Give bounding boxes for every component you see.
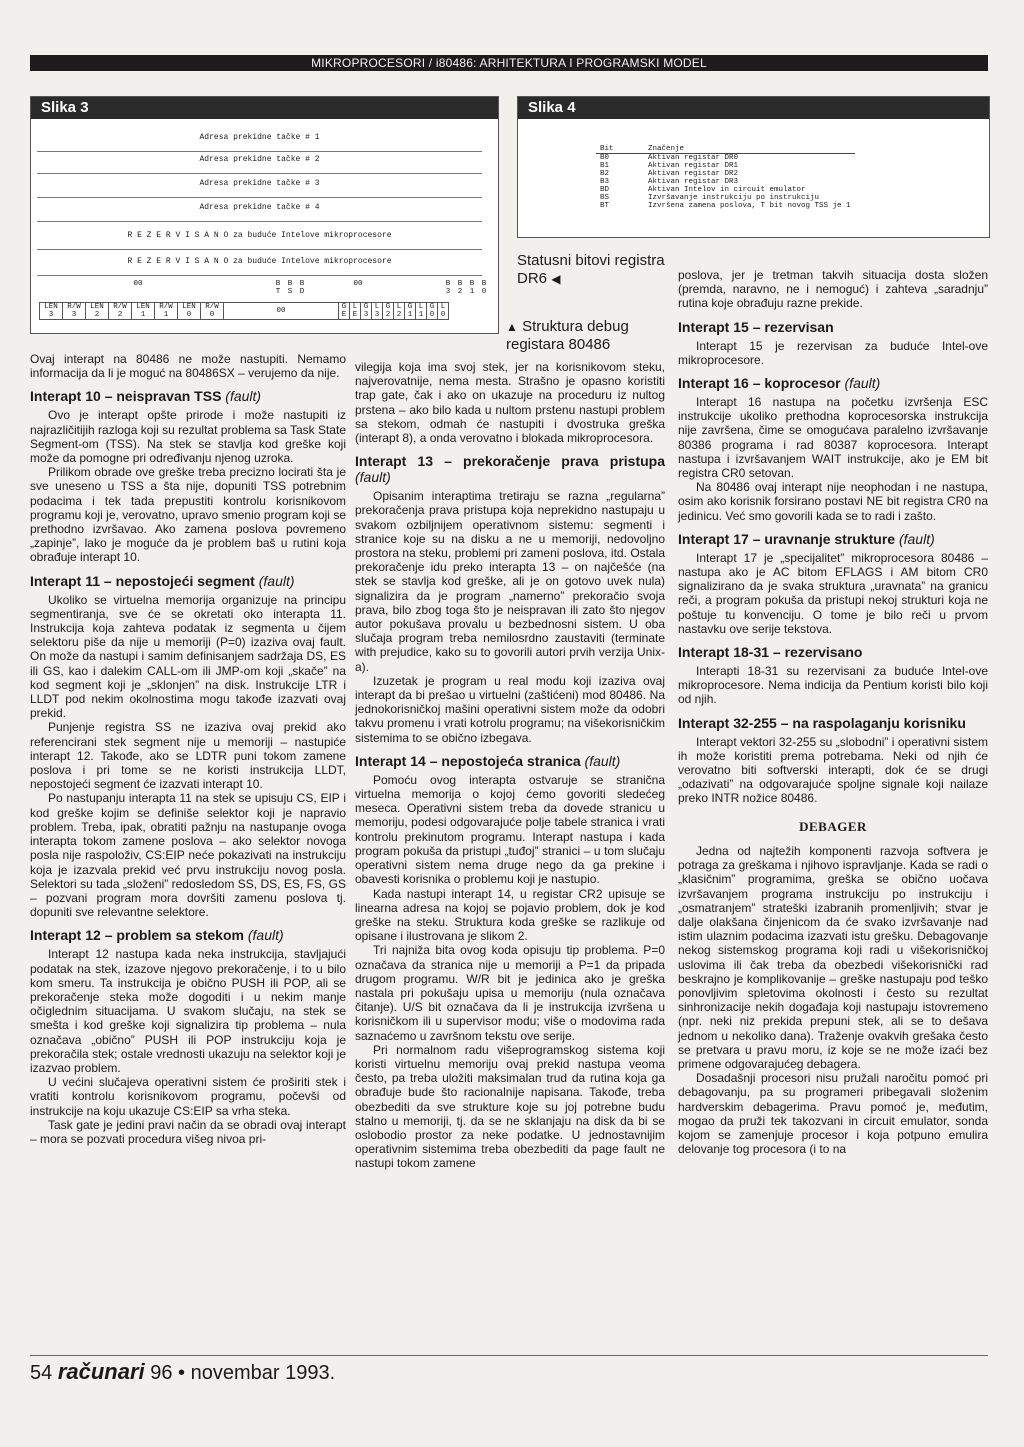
figure-4-row (596, 162, 855, 170)
figure-3-reg-cell: G E (339, 303, 350, 320)
heading-fault: (fault) (355, 469, 391, 486)
figure-3-reg-cell: G 2 (383, 303, 394, 320)
heading-text: Interapt 10 – neispravan TSS (30, 388, 222, 405)
figure-3-bit-cell: B S (287, 280, 293, 296)
caption-struktura-debug: ▲ Struktura debug registara 80486 (506, 318, 629, 353)
bit-meaning: Izvršavanje instrukciju po instrukciju (648, 194, 820, 202)
figure-3-row: Adresa prekidne tačke # 4 (37, 203, 482, 222)
section-heading (30, 388, 346, 404)
paragraph: Punjenje registra SS ne izaziva ovaj prekid ako referencirani stek segment nije u memoriji – nastupiće interapt 12. Takođe, ako se LDTR puni tokom zamene poslova i pri tome se ne koristi instrukcija LLDT, nepostojeći segment će izazvati interapt 10. (30, 720, 346, 792)
arrow-icon: ◀ (551, 272, 561, 286)
paragraph: Prilikom obrade ove greške treba precizno locirati šta je sve uneseno u TSS a šta nije, dopuniti TSS potrebnim podacima i tek tada prepustiti kontrolu korisnikovom programu koji je, verovatno, upravo smenio program koji se prethodno izvršavao. Ako zamena poslova povremeno „zapinje”, lako je moguće da je problem baš u rutini koja obrađuje interapt 10. (30, 465, 346, 565)
bit-meaning: Aktivan Intelov in circuit emulator (648, 186, 806, 194)
figure-3-bit-cell: B T (275, 280, 281, 296)
figure-3-reg-cell: LEN 3 (40, 303, 63, 320)
figure-3-reg-cell: R/W 2 (109, 303, 132, 320)
bit-name: B0 (600, 154, 610, 162)
issue-number: 96 (150, 1362, 173, 1384)
figure-3 (30, 96, 499, 334)
heading-fault: (fault) (258, 572, 295, 589)
paragraph: Pri normalnom radu višeprogramskog sistema koji koristi virtuelnu memoriju ovaj prekid nastupa veoma često, pa treba uložiti maksimalan trud da rutina koja ga obrađuje bude što racionalnije napisana. Takođe, treba obezbediti da sve strukture koje su joj potrebne budu stalno u memoriji, tj. da se ne sklanjaju na disk da bi se oslobodio prostor za neke podatke. U jednostavnijim operativnim sistemima treba obezbediti da page fault ne nastupi tokom zamene (355, 1042, 665, 1171)
paragraph: Ovaj interapt na 80486 ne može nastupiti. Nemamo informacija da li je moguć na 80486SX – verujemo da nije. (30, 352, 346, 381)
figure-3-reg-cell: R/W 0 (201, 303, 224, 320)
column-3 (678, 268, 988, 1156)
heading-text: Interapt 15 – rezervisan (678, 318, 834, 335)
heading-text: Interapt 32-255 – na raspolaganju korisniku (678, 714, 966, 731)
figure-3-reg-cell: G 3 (361, 303, 372, 320)
page-footer (30, 1360, 335, 1385)
paragraph: Opisanim interaptima tretiraju se razna „regularna” prekoračenja prava pristupa koja neprekidno nastupaju u svakom ozbiljnijem operativnom sistemu: segmenti i stranice koje su na disku a ne u memoriji, nedovoljno prostora na steku, problemi pri zameni poslova, itd. Ostala prekoračenje idu preko interapta 13 – on najčešće (na stek se stavlja kod greške, ali je on gotovo uvek nula) signalizira da je program „namerno” prekoračio svoja prava, bilo zbog toga što je neispravan ili zato što njegov autor pokušava provalu u bezbednosni sistem. U oba slučaja program treba nemilosrdno zaustaviti (terminate with prejudice, kako su to govorili autori prvih verzija Unix-a). (355, 489, 665, 674)
figure-3-reg-cell: 00 (224, 303, 339, 320)
bit-name: BT (600, 202, 610, 210)
figure-3-bit-cell: 00 (133, 280, 143, 288)
figure-3-row: R E Z E R V I S A N O za buduće Intelove mikroprocesore (37, 257, 482, 276)
figure-3-reg-cell: L E (350, 303, 361, 320)
heading-text: Interapt 11 – nepostojeći segment (30, 572, 255, 589)
paragraph: vilegija koja ima svoj stek, jer na korisnikovom steku, najverovatnije, nema mesta. Strašno je opasno koristiti trap gate, čak i ako on ukazuje na proceduru iz nultog prstena – ako bilo kada u nultom prstenu nastupi problem sa stekom, odmah će nastupiti i dvostruka greška (interapt 8), a onda verovatno i blokada mikroprocesora. (355, 360, 665, 446)
figure-3-reg-cell: R/W 3 (63, 303, 86, 320)
bit-meaning: Aktivan registar DR0 (648, 154, 739, 162)
heading-fault: (fault) (225, 388, 262, 405)
figure-4-row (596, 178, 855, 186)
bit-name: B2 (600, 170, 610, 178)
figure-3-row: R E Z E R V I S A N O za buduće Intelove mikroprocesore (37, 231, 482, 250)
bit-name: B3 (600, 178, 610, 186)
issue-date: novembar 1993. (190, 1362, 336, 1384)
paragraph: Task gate je jedini pravi način da se obradi ovaj interapt – mora se pozvati procedura višeg nivoa pri- (30, 1117, 346, 1146)
paragraph: Interapt 16 nastupa na početku izvršenja ESC instrukcije ukoliko prethodna koprocesorska instrukcija nije završena, čime se omogućava paralelno izvršavanje 80386 programa i rad 80387 koprocesora. Interapt nastupa i izvršavanjem WAIT instrukcije, ako je EM bit registra CR0 setovan. (678, 395, 988, 481)
figure-3-reg-cell: LEN 1 (132, 303, 155, 320)
figure-4-row (596, 202, 855, 210)
figure-3-bit-row (39, 280, 487, 300)
paragraph: Interapt 15 je rezervisan za buduće Intel-ove mikroprocesore. (678, 338, 988, 367)
paragraph: Kada nastupi interapt 14, u registar CR2 upisuje se linearna adresa na kojoj se pojavio problem, dok je kod greške na steku. Struktura koda greške se razlikuje od opisane i ilustrovana je slikom 2. (355, 886, 665, 944)
paragraph: Dosadašnji procesori nisu pružali naročitu pomoć pri debagovanju, pa su programeri pribegavali složenim hardverskim debagerima. Pravu pomoć je, međutim, mogao da pruži tek takozvani in circuit emulator, sonda kojom se zamenjuje procesor i koja potpuno emulira delovanje tog procesora (i to na (678, 1071, 988, 1157)
figure-3-bit-cell: B 2 (457, 280, 463, 296)
figure-3-reg-cell: R/W 1 (155, 303, 178, 320)
paragraph: Izuzetak je program u real modu koji izaziva ovaj interapt da bi prešao u virtuelni (zaštićeni) mod 80486. Na jednokorisničkoj mašini operativni sistem može da odobri takvu promenu i vrati kotrolu programu; na višekorisničkim sistemima to se obično izbegava. (355, 673, 665, 745)
figure-3-bit-cell: B 1 (469, 280, 475, 296)
figure-4 (517, 96, 990, 238)
heading-text: Interapt 12 – problem sa stekom (30, 927, 244, 944)
section-heading (30, 573, 346, 589)
heading-fault: (fault) (584, 752, 621, 769)
figure-3-reg-cell: L 1 (416, 303, 427, 320)
page-number: 54 (30, 1362, 53, 1384)
footer-rule (30, 1355, 988, 1356)
paragraph: Na 80486 ovaj interapt nije neophodan i ne nastupa, osim ako korisnik forsirano postavi NE bit registra CR0 na jedinicu. Već smo govorili kada se to radi i zašto. (678, 480, 988, 523)
bit-meaning: Aktivan registar DR3 (648, 178, 739, 186)
running-header: MIKROPROCESORI / i80486: ARHITEKTURA I PROGRAMSKI MODEL (30, 55, 988, 71)
bit-name: B1 (600, 162, 610, 170)
bit-meaning: Izvršena zamena poslova, T bit novog TSS je 1 (648, 202, 851, 210)
paragraph: Jedna od najtežih komponenti razvoja softvera je potraga za greškama i njihovo ispravljanje. Kada se radi o „klasičnim” programima, greška se obično uočava izvršavanjem programa instrukciju po instrukciju i „osmatranjem” strateški izabranih promenljivih; stvar je dalje olakšana činjenicom da će svako izvršavanje nad istim ulaznim podacima izazvati istu grešku. Debagovanje nekog sistemskog programa koji radi u višekorisničkoj uslovima ili čak treba da obezbedi višekorisnički rad beskrajno je komplikovanije – greške nastupaju pod teško ponovljivim spletovima okolnosti i često su rezultat sinhronizacije nekih događaja koji nastupaju istovremeno (npr. neki niz prekida prepuni stek, ali se to dešava jednom u nekoliko dana). Traženje ovakvih grešaka često se pretvara u pravu moru, iz koje se ne može izaći bez primene odgovarajućeg debagera. (678, 843, 988, 1071)
magazine-name: računari (57, 1359, 145, 1384)
bit-meaning: Aktivan registar DR2 (648, 170, 739, 178)
section-heading (678, 644, 988, 660)
heading-text: Interapt 18-31 – rezervisano (678, 644, 863, 661)
heading-text: Interapt 14 – nepostojeća stranica (355, 752, 581, 769)
figure-3-row: Adresa prekidne tačke # 2 (37, 155, 482, 174)
section-heading (678, 319, 988, 335)
figure-3-reg-cell: G 0 (427, 303, 438, 320)
bullet: • (178, 1362, 186, 1384)
figure-4-table (596, 145, 855, 210)
figure-4-label: Slika 4 (518, 97, 989, 119)
figure-4-row (596, 170, 855, 178)
figure-3-reg-cell: L 2 (394, 303, 405, 320)
figure-3-reg-cell: L 3 (372, 303, 383, 320)
figure-3-reg-cell: L 0 (438, 303, 449, 320)
col-meaning-header: Značenje (648, 145, 685, 153)
figure-3-register-row (39, 302, 449, 320)
heading-fault: (fault) (247, 927, 284, 944)
heading-fault: (fault) (844, 375, 881, 392)
column-1 (30, 352, 346, 1146)
figure-3-reg-cell: LEN 2 (86, 303, 109, 320)
paragraph: Interapt 17 je „specijalitet” mikroprocesora 80486 – nastupa ako je AC bitom EFLAGS i AM bitom CR0 signalizirano da je svaka struktura „uravnata” na granicu reči, a program pokuša da pristupi nekoj strukturi koja ne poštuje tu konvenciju. O tome je bilo reči u prvom nastavku ove serije tekstova. (678, 550, 988, 636)
figure-4-row (596, 154, 855, 163)
figure-3-bit-cell: B 3 (445, 280, 451, 296)
figure-4-row (596, 194, 855, 202)
subsection-heading: DEBAGER (799, 818, 867, 834)
column-2 (355, 360, 665, 1171)
figure-4-row (596, 186, 855, 194)
caption-statusni-bitovi: Statusni bitovi registra DR6 ◀ (517, 252, 665, 287)
heading-text: Interapt 17 – uravnanje strukture (678, 530, 896, 547)
paragraph: Interapti 18-31 su rezervisani za buduće Intel-ove mikroprocesore. Nema indicija da Pentium koristi bilo koji od njih. (678, 664, 988, 707)
figure-3-bit-cell: B D (299, 280, 305, 296)
figure-3-bit-cell: 00 (353, 280, 363, 288)
heading-text: Interapt 13 – prekoračenje prava pristupa (355, 453, 665, 470)
section-heading (355, 753, 665, 769)
arrow-icon: ▲ (506, 320, 518, 334)
figure-3-reg-cell: G 1 (405, 303, 416, 320)
figure-3-label: Slika 3 (31, 97, 498, 119)
paragraph: Interapt 12 nastupa kada neka instrukcija, stavljajući podatak na stek, izazove njegovo prekoračenje, i to u bilo kom smeru. Ta instrukcija je obično PUSH ili POP, ali se prekoračenje steka može dogoditi i u nekim manje očiglednim situacijama. U svakom slučaju, na stek se smešta i kod greške koji signalizira tip problema – nula označava „obično” PUSH ili POP instrukciju koja je prekoračila stek; ostale vrednosti ukazuju na selektor koji je izazvao problem. (30, 947, 346, 1075)
paragraph: poslova, jer je tretman takvih situacija dosta složen (premda, naravno, ne i nemoguć) i zahteva „saradnju” rutina koje obrađuju razne prekide. (678, 268, 988, 311)
figure-3-row: Adresa prekidne tačke # 3 (37, 179, 482, 198)
section-heading (678, 531, 988, 547)
figure-3-row: Adresa prekidne tačke # 1 (37, 133, 482, 152)
section-heading (678, 715, 988, 731)
figure-3-reg-cell: LEN 0 (178, 303, 201, 320)
bit-name: BD (600, 186, 610, 194)
bit-name: BS (600, 194, 610, 202)
paragraph: Pomoću ovog interapta ostvaruje se stranična virtuelna memorija o kojoj ćemo govoriti sledećeg meseca. Operativni sistem treba da dovede stranicu u memoriju, podesi odgovarajuće polje tabele stranica i vrati kontrolu prekinutom programu. Interapt nastupa i kada program pokuša da pristupi „tuđoj” stranici – u tom slučaju operativni sistem nema druge nego da ga prekine i obavesti korisnika o problemu koji je nastupio. (355, 772, 665, 887)
col-bit-header: Bit (600, 145, 614, 153)
paragraph: Tri najniža bita ovog koda opisuju tip problema. P=0 označava da stranica nije u memoriji a P=1 da pripada drugom programu. W/R bit je jedinica ako je greška nastala pri pokušaju upisa u memoriju (nula označava čitanje). U/S bit označava da li je instrukcija izvršena u korisničkom ili u supervisor modu; više o modovima rada saznaćemo u završnom tekstu ove serije. (355, 943, 665, 1043)
paragraph: Po nastupanju interapta 11 na stek se upisuju CS, EIP i kod greške kojim se definiše selektor koji je napravio problem. Treba, ipak, obratiti pažnju na nastupanje ovoga interapta tokom zamene poslova – ako selektor novoga posla nije raspoloživ, CS:EIP neće pokazivati na instrukciju koja je izazvala prekid već prvu instrukciju novog posla. Selektori su tada „složeni” redosledom SS, DS, ES, FS, GS – pozvani program mora dovršiti zamenu poslova tj. dopuniti sve relevantne selektore. (30, 791, 346, 920)
figure-3-bit-cell: B 0 (481, 280, 487, 296)
section-heading (30, 927, 346, 943)
paragraph: U većini slučajeva operativni sistem će proširiti stek i vratiti kontrolu korisnikovom programu, počevši od instrukcije na koju ukazuje CS:EIP sa vrha steka. (30, 1075, 346, 1118)
heading-text: Interapt 16 – koprocesor (678, 375, 841, 392)
paragraph: Interapt vektori 32-255 su „slobodni” i operativni sistem ih može koristiti prema potrebama. Neki od njih će verovatno biti softverski interapti, dok će se drugi „odazivati” na odgovarajuće spoljne signale koji nailaze preko INTR nožice 80486. (678, 734, 988, 806)
section-heading (355, 453, 665, 485)
heading-fault: (fault) (898, 530, 935, 547)
bit-meaning: Aktivan registar DR1 (648, 162, 739, 170)
paragraph: Ukoliko se virtuelna memorija organizuje na principu segmentiranja, sve će se okretati oko interapta 11. Instrukcija koja zahteva podatak iz segmenta u čijem selektoru piše da nije u memoriji (P=0) izaziva ovaj fault. On može da nastupi i samim definisanjem sadržaja DS, ES ili GS, kao i dalekim CALL-om ili JMP-om koji „skače” na kod segment koji je „sklonjen” na disk. Instrukcije LTR i LLDT pod nekim okolnostima mogu takođe izazvati ovaj prekid. (30, 592, 346, 721)
section-heading (678, 375, 988, 391)
paragraph: Ovo je interapt opšte prirode i može nastupiti iz najrazličitijih razloga koji su rezultat problema sa Task State Segment-om (TSS). Na stek se stavlja kod greške koji može da pomogne pri određivanju njenog uzroka. (30, 408, 346, 466)
